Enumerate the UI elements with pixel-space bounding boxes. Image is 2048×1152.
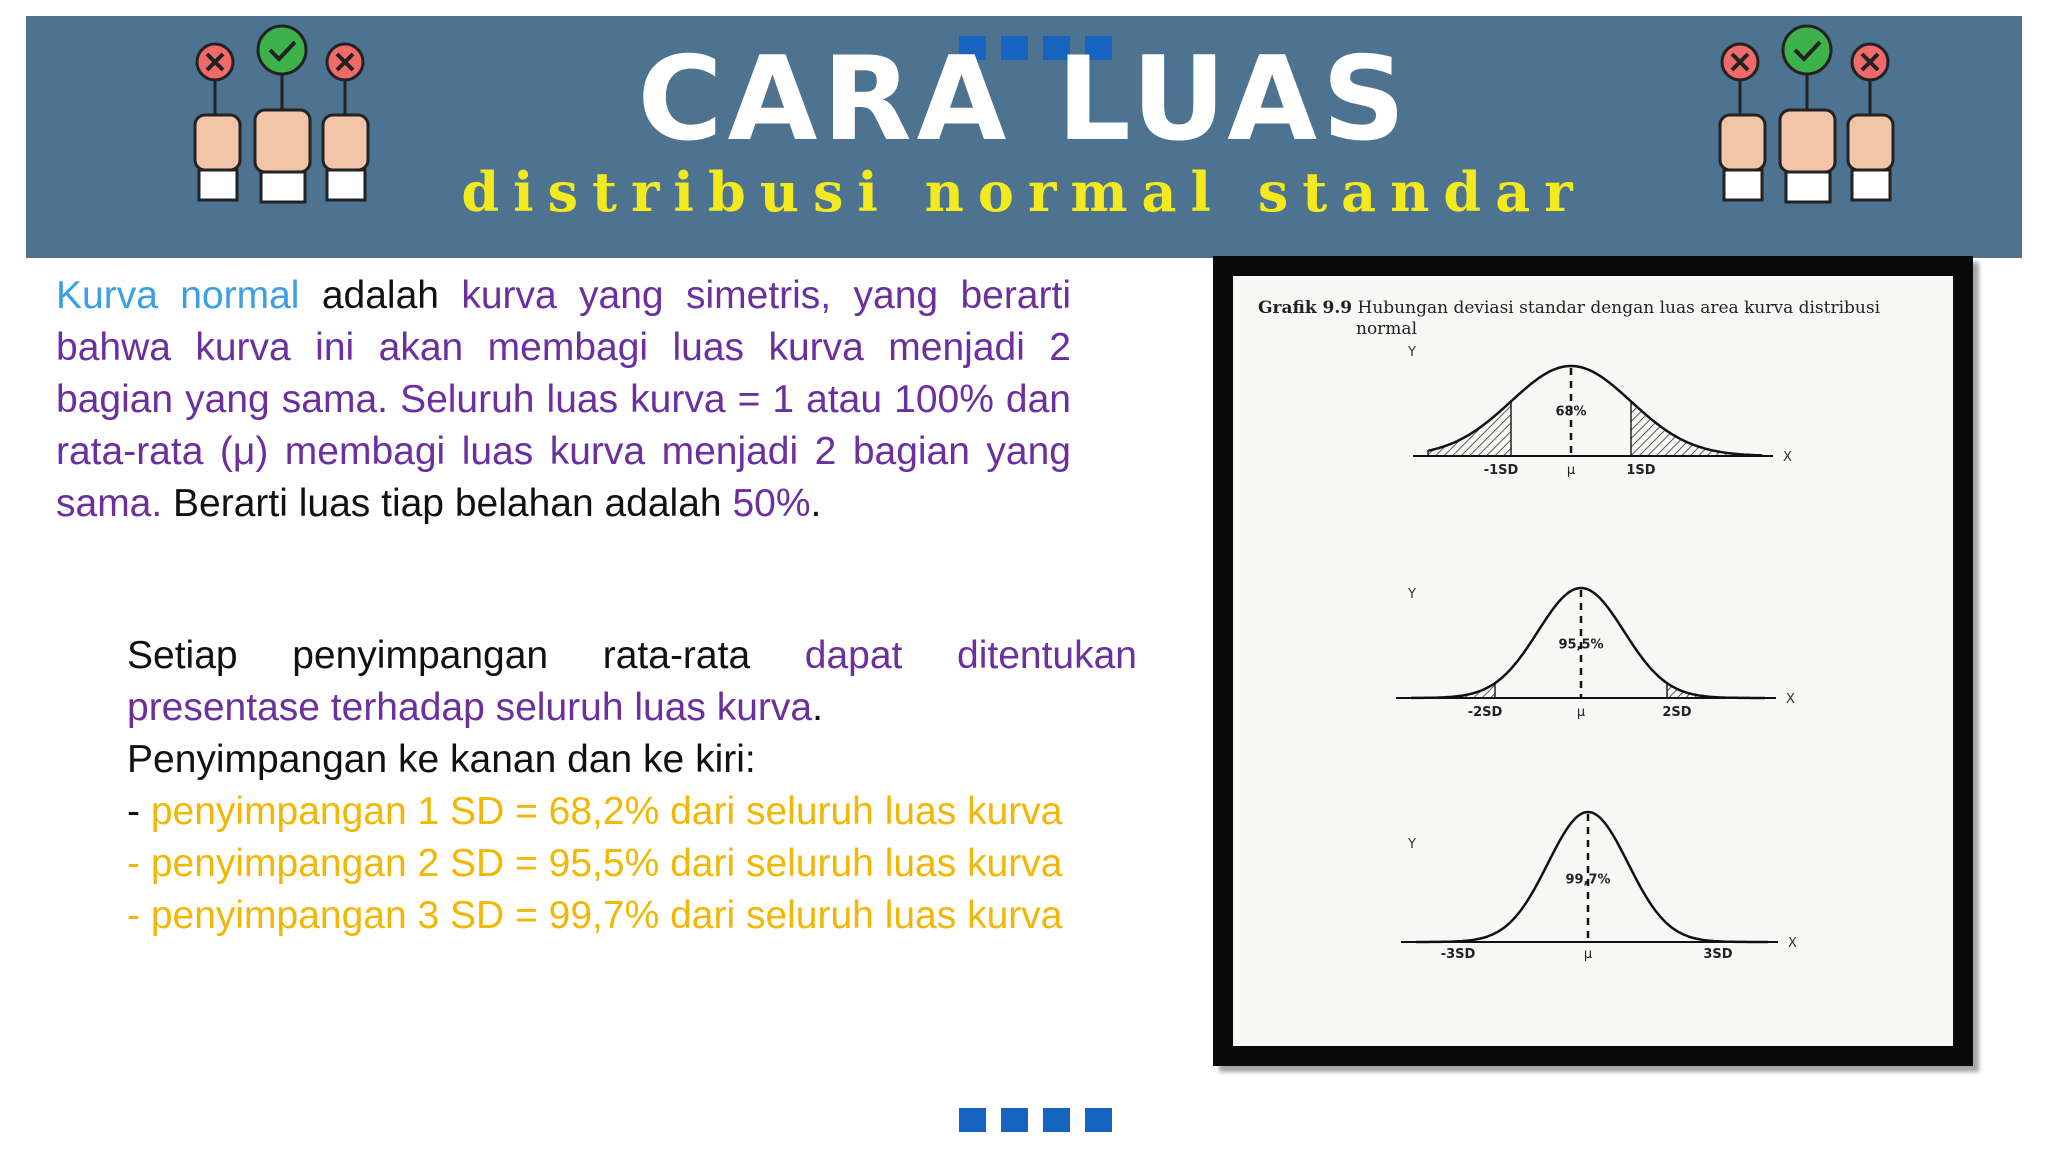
deviation-intro: Penyimpangan ke kanan dan ke kiri: [127, 738, 756, 781]
hands-icon-art [1720, 26, 1893, 202]
figure-caption-text: Hubungan deviasi standar dengan luas area kurva distribusi [1352, 298, 1881, 318]
term-kurva-normal: Kurva normal [56, 274, 300, 317]
area-percent-label: 99,7% [1565, 872, 1611, 888]
x-axis-label: X [1783, 450, 1792, 465]
deviation-paragraph [127, 630, 1137, 942]
figure-caption-cont: normal [1356, 319, 1418, 339]
x-axis-label: X [1788, 936, 1797, 951]
y-axis-label: Y [1408, 587, 1416, 602]
text-span-50-percent: 50% [732, 482, 811, 525]
text-span: adalah [299, 274, 462, 317]
text-span: Berarti luas tiap belahan adalah [162, 482, 733, 525]
bullet-dash: - [127, 790, 151, 833]
bullet-1sd-text: penyimpangan 1 SD = 68,2% dari seluruh luas kurva [150, 790, 1063, 833]
mu-label: μ [1576, 705, 1586, 720]
curve-tail-right [1631, 401, 1763, 456]
y-axis-label: Y [1408, 345, 1416, 360]
text-span: . [812, 686, 823, 729]
sd-right-label: 2SD [1662, 705, 1692, 720]
voting-hands-icon-right [1710, 20, 1905, 205]
sd-left-label: -3SD [1440, 947, 1476, 962]
bullet-2sd: - penyimpangan 2 SD = 95,5% dari seluruh luas kurva [127, 842, 1063, 885]
voting-hands-icon-left [185, 20, 380, 205]
figure-caption-label: Grafik 9.9 [1258, 298, 1353, 318]
mu-label: μ [1566, 463, 1576, 478]
y-axis-label: Y [1408, 837, 1416, 852]
sd-right-label: 3SD [1703, 947, 1733, 962]
sd-right-label: 1SD [1626, 463, 1656, 478]
bullet-1sd [127, 786, 1137, 838]
decor-squares-bottom [959, 1108, 1112, 1132]
figure-page [1233, 276, 1953, 1046]
area-percent-label: 68% [1555, 404, 1587, 420]
text-span: . [810, 482, 822, 525]
normal-curves-svg [1233, 276, 1953, 1046]
normal-curve-figure [1213, 256, 1973, 1066]
page-subtitle: distribusi normal standar [461, 160, 1587, 224]
text-span-purple: dapat ditentukan presentase terhadap seluruh luas kurva [127, 634, 1137, 729]
definition-paragraph [56, 270, 1071, 530]
area-percent-label: 95,5% [1558, 637, 1604, 653]
x-axis-label: X [1786, 692, 1795, 707]
bullet-3sd: - penyimpangan 3 SD = 99,7% dari seluruh luas kurva [127, 894, 1063, 937]
page-title: CARA LUAS [637, 32, 1411, 167]
text-span: Setiap penyimpangan rata-rata [127, 634, 805, 677]
hands-icon-art [195, 26, 368, 202]
sd-left-label: -2SD [1467, 705, 1503, 720]
text-span-purple: kurva yang simetris, yang berarti bahwa kurva ini akan membagi luas kurva menjadi 2 bagian yang sama. Seluruh luas kurva = 1 atau 100% dan rata-rata (μ) membagi luas kurva menjadi 2 bagian yang sama. [56, 274, 1071, 525]
sd-left-label: -1SD [1483, 463, 1519, 478]
mu-label: μ [1583, 947, 1593, 962]
